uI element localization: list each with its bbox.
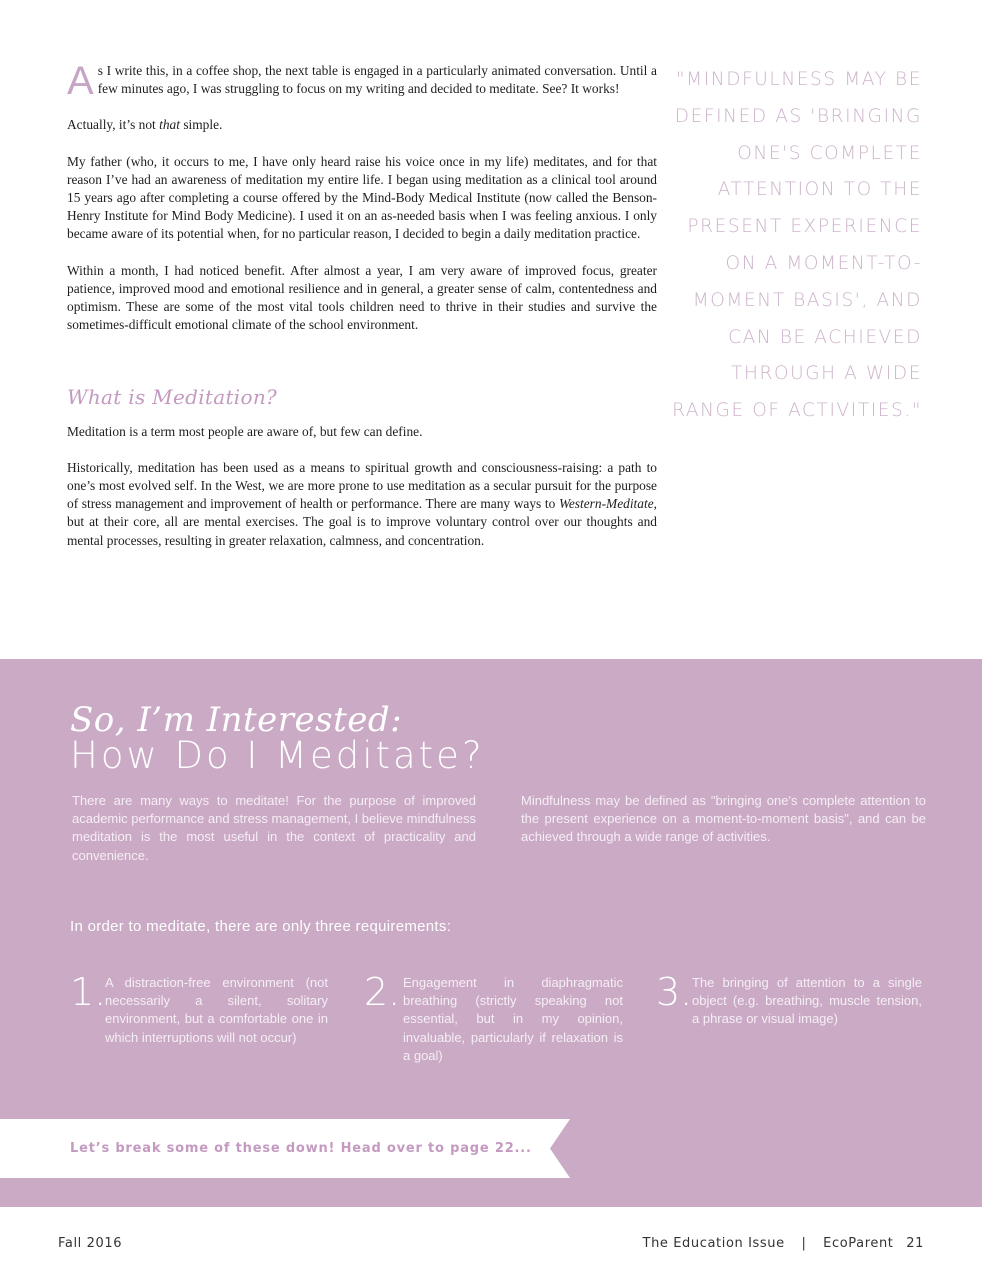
footer-right [643, 1236, 924, 1251]
paragraph-not-simple-post: simple. [179, 117, 223, 133]
paragraph-not-simple-pre: Actually, it’s not [67, 117, 160, 133]
panel-right-paragraph: Mindfulness may be defined as "bringing one's complete attention to the present experience on a moment-to-moment basis", and can be achieved through a wide range of activities. [521, 793, 926, 845]
drop-cap: A [67, 59, 94, 103]
paragraph-intro [67, 59, 657, 103]
panel-left-paragraph: There are many ways to meditate! For the purpose of improved academic performance and stress management, I believe mindfulness meditation is the most useful in the context of practicality and convenience. [72, 793, 476, 863]
footer-brand: EcoParent [823, 1236, 894, 1251]
paragraph-not-simple-emphasis: that [159, 117, 180, 133]
continue-link[interactable]: Let’s break some of these down! Head over to page 22... [70, 1141, 532, 1156]
paragraph-history-post: , but at their core, all are mental exercises. The goal is to improve voluntary control over our thoughts and mental processes, resulting in greater relaxation, calmness, and concentration. [67, 496, 657, 548]
footer-season: Fall 2016 [58, 1236, 123, 1251]
requirement-number: 1. [70, 970, 107, 1014]
footer-separator: | [801, 1236, 807, 1251]
requirement-text: The bringing of attention to a single object (e.g. breathing, muscle tension, a phrase or visual image) [692, 975, 922, 1027]
paragraph-history-pre: Historically, meditation has been used as a means to spiritual growth and consciousness-raising: a path to one’s most evolved self. In the West, we are more prone to use meditation as a secular pursuit for the purpose of stress management and improvement of health or performance. There are many ways to [67, 459, 657, 512]
paragraph-history-emphasis: Western-Meditate [558, 496, 654, 512]
requirement-text: A distraction-free environment (not necessarily a silent, solitary environment, but a comfortable one in which interruptions will not occur) [105, 975, 328, 1045]
paragraph-history [67, 459, 657, 550]
requirement-number: 3. [656, 970, 693, 1014]
requirements-heading: In order to meditate, there are only three requirements: [70, 918, 452, 935]
paragraph-not-simple [67, 116, 657, 134]
paragraph-definition: Meditation is a term most people are aware of, but few can define. [67, 423, 423, 439]
section-heading-what-is-meditation: What is Meditation? [67, 385, 278, 410]
page-number: 21 [906, 1236, 924, 1251]
panel-title-script: So, I’m Interested: [70, 700, 403, 740]
article-body [67, 59, 657, 568]
pull-quote: "MINDFULNESS MAY BE DEFINED AS 'BRINGING ONE'S COMPLETE ATTENTION TO THE PRESENT EXPERIENCE ON A MOMENT-TO-MOMENT BASIS', AND CAN BE ACHIEVED THROUGH A WIDE RANGE OF ACTIVITIES." [672, 69, 922, 422]
paragraph-benefit: Within a month, I had noticed benefit. After almost a year, I am very aware of improved focus, greater patience, improved mood and emotional resilience and in general, a greater sense of calm, contentedness and optimism. These are some of the most vital tools children need to thrive in their studies and survive the sometimes-difficult emotional climate of the school environment. [67, 262, 657, 333]
panel-title: How Do I Meditate? [70, 734, 485, 777]
requirement-number: 2. [364, 970, 401, 1014]
paragraph-intro-text: s I write this, in a coffee shop, the next table is engaged in a particularly animated conversation. Until a few minutes ago, I was struggling to focus on my writing and decided to meditate. See? It works! [97, 63, 657, 97]
requirement-text: Engagement in diaphragmatic breathing (strictly speaking not essential, but in my opinion, invaluable, particularly if relaxation is a goal) [403, 975, 623, 1063]
footer-issue: The Education Issue [642, 1236, 785, 1251]
paragraph-father: My father (who, it occurs to me, I have only heard raise his voice once in my life) meditates, and for that reason I’ve had an awareness of meditation my entire life. I began using meditation as a clinical tool around 15 years ago after completing a course offered by the Mind-Body Medical Institute (now called the Benson-Henry Institute for Mind Body Medicine). I used it on an as-needed basis when I was feeling anxious. I only became aware of its potential when, for no particular reason, I decided to begin a daily meditation practice. [67, 153, 657, 242]
